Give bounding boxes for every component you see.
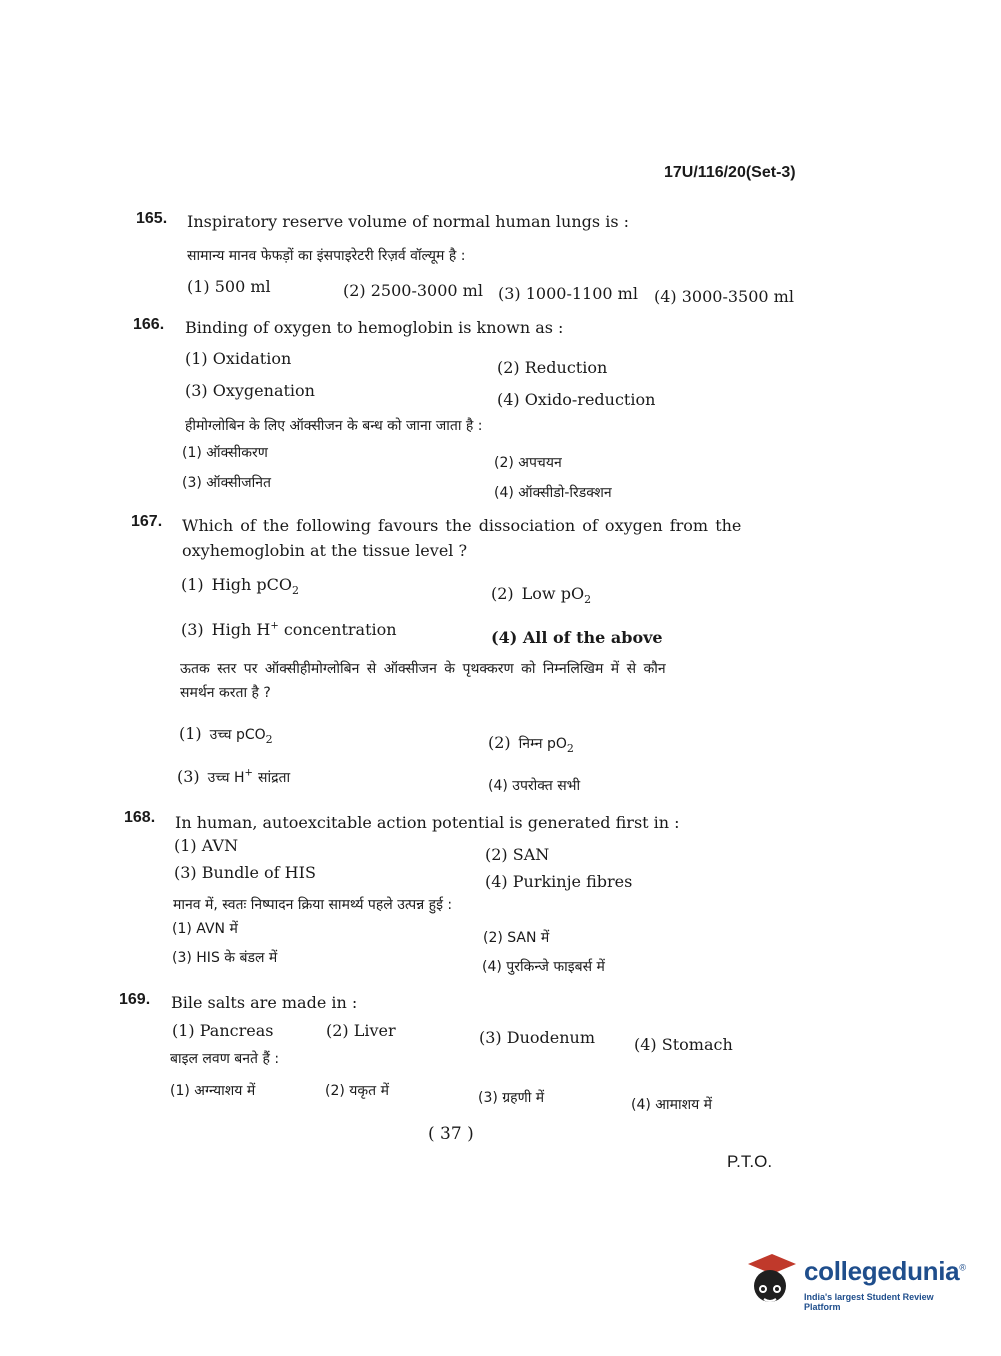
option-4-en: (4) Oxido-reduction	[497, 390, 656, 409]
page-number: ( 37 )	[428, 1124, 474, 1144]
question-text-en: Inspiratory reserve volume of normal human lungs is :	[187, 212, 629, 231]
option-1-hi	[179, 724, 273, 746]
question-number: 168.	[124, 809, 156, 826]
option-2-en: (2) Liver	[326, 1021, 396, 1040]
question-number: 166.	[133, 316, 165, 333]
option-4-hi: (4) ऑक्सीडो-रिडक्शन	[494, 485, 612, 501]
option-4-hi: (4) उपरोक्त सभी	[488, 778, 581, 794]
collegedunia-watermark	[742, 1248, 972, 1318]
option-2-en	[491, 584, 591, 606]
option-2-en: (2) Reduction	[497, 358, 608, 377]
question-text-hi: बाइल लवण बनते हैं :	[170, 1051, 280, 1067]
option-4-hi: (4) पुरकिन्जे फाइबर्स में	[482, 959, 605, 975]
option-text: उच्च pCO	[209, 727, 266, 743]
option-4: (4) 3000-3500 ml	[654, 287, 794, 306]
subscript: 2	[265, 733, 273, 747]
question-text-hi-line1: ऊतक स्तर पर ऑक्सीहीमोग्लोबिन से ऑक्सीजन के पृथक्करण को निम्नलिखिम में से कौन	[180, 661, 666, 677]
question-text-en: In human, autoexcitable action potential is generated first in :	[175, 813, 680, 832]
paper-code: 17U/116/20(Set-3)	[664, 164, 796, 181]
option-number: (1)	[181, 575, 204, 594]
option-2-hi: (2) SAN में	[483, 930, 550, 946]
option-1: (1) 500 ml	[187, 277, 271, 296]
option-3-en: (3) Duodenum	[479, 1028, 596, 1047]
option-3-hi	[177, 767, 290, 787]
option-4-en: (4) All of the above	[491, 628, 663, 647]
option-number: (3)	[181, 620, 204, 639]
option-2-en: (2) SAN	[485, 845, 550, 864]
question-text-en-line2: oxyhemoglobin at the tissue level ?	[182, 541, 468, 560]
option-3-en: (3) Oxygenation	[185, 381, 315, 400]
option-3-hi: (3) ग्रहणी में	[478, 1090, 545, 1106]
question-number: 169.	[119, 991, 151, 1008]
option-number: (2)	[488, 733, 511, 752]
question-text-hi: मानव में, स्वतः निष्पादन क्रिया सामर्थ्य पहले उत्पन्न हुई :	[173, 897, 453, 913]
option-1-en: (1) AVN	[174, 836, 239, 855]
question-text-hi: हीमोग्लोबिन के लिए ऑक्सीजन के बन्ध को जाना जाता है :	[185, 418, 483, 434]
question-number: 167.	[131, 513, 163, 530]
option-2-hi: (2) अपचयन	[494, 455, 562, 471]
option-text-cont: concentration	[283, 620, 397, 639]
option-4-en: (4) Purkinje fibres	[485, 872, 633, 891]
brand-text: collegedunia	[804, 1256, 960, 1286]
registered-mark: ®	[959, 1262, 966, 1273]
brand-tagline: India's largest Student Review Platform	[804, 1292, 934, 1312]
option-number: (3)	[177, 767, 200, 786]
option-1-hi: (1) ऑक्सीकरण	[182, 445, 268, 461]
option-2: (2) 2500-3000 ml	[343, 281, 483, 300]
option-4-hi: (4) आमाशय में	[631, 1097, 713, 1113]
option-1-en: (1) Pancreas	[172, 1021, 274, 1040]
option-1-hi: (1) अग्न्याशय में	[170, 1083, 256, 1099]
option-number: (2)	[491, 584, 514, 603]
option-text: उच्च H	[207, 770, 245, 786]
question-number: 165.	[136, 210, 168, 227]
option-text-cont: सांद्रता	[257, 770, 291, 786]
option-text: Low pO	[521, 584, 585, 603]
option-3-hi: (3) ऑक्सीजनित	[182, 475, 272, 491]
option-2-hi	[488, 733, 574, 755]
superscript: +	[270, 620, 279, 632]
question-text-en: Binding of oxygen to hemoglobin is known as :	[185, 318, 564, 337]
question-text-hi-line2: समर्थन करता है ?	[180, 685, 271, 701]
option-text: निम्न pO	[518, 736, 567, 752]
subscript: 2	[291, 584, 299, 598]
option-4-en: (4) Stomach	[634, 1035, 733, 1054]
option-3-en: (3) Bundle of HIS	[174, 863, 316, 882]
brand-name	[804, 1256, 966, 1287]
subscript: 2	[584, 593, 592, 607]
option-1-en: (1) Oxidation	[185, 349, 292, 368]
question-text-hi: सामान्य मानव फेफड़ों का इंसपाइरेटरी रिज़र्व वॉल्यूम है :	[187, 248, 466, 264]
pto-label: P.T.O.	[727, 1152, 773, 1171]
option-number: (1)	[179, 724, 202, 743]
option-2-hi: (2) यकृत में	[325, 1083, 389, 1099]
option-3-hi: (3) HIS के बंडल में	[172, 950, 278, 966]
option-3: (3) 1000-1100 ml	[498, 284, 638, 303]
subscript: 2	[566, 742, 574, 756]
option-3-en	[181, 620, 397, 639]
option-1-en	[181, 575, 299, 597]
option-text: High H	[211, 620, 271, 639]
option-text: High pCO	[211, 575, 292, 594]
question-text-en-line1: Which of the following favours the dissociation of oxygen from the	[182, 516, 742, 535]
option-1-hi: (1) AVN में	[172, 921, 238, 937]
superscript: +	[244, 767, 253, 779]
mascot-logo-icon	[742, 1252, 798, 1308]
question-text-en: Bile salts are made in :	[171, 993, 358, 1012]
